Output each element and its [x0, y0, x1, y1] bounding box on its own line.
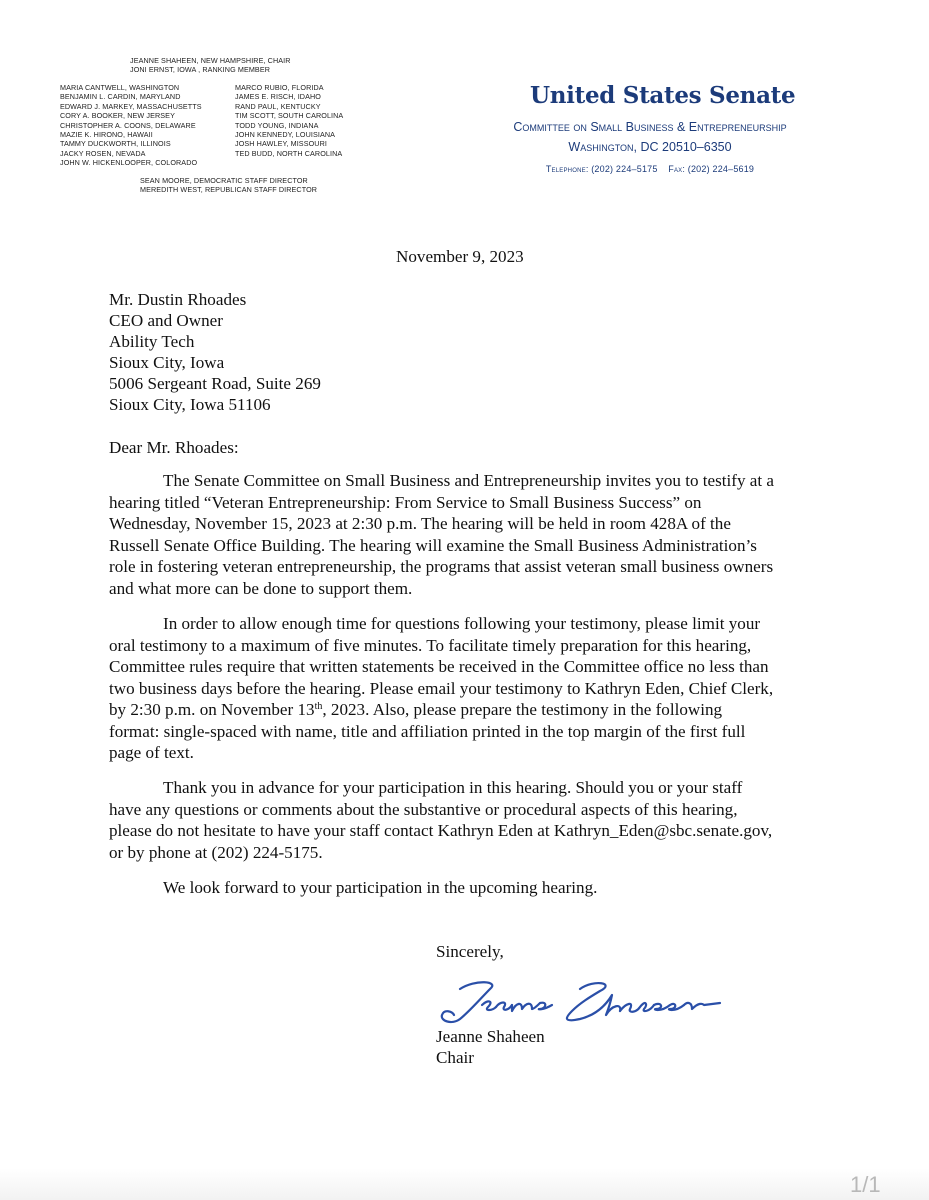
contact-numbers: [470, 164, 830, 174]
letter-date: November 9, 2023: [396, 247, 524, 266]
member-line: JACKY ROSEN, NEVADA: [60, 148, 146, 158]
member-line: TAMMY DUCKWORTH, ILLINOIS: [60, 139, 171, 149]
paragraph-line: Wednesday, November 15, 2023 at 2:30 p.m. The hearing will be held in room 428A of the: [109, 514, 731, 533]
paragraph-line: Committee rules require that written statements be received in the Committee office no less than: [109, 657, 769, 676]
member-line: JOHN KENNEDY, LOUISIANA: [235, 130, 336, 140]
member-line: EDWARD J. MARKEY, MASSACHUSETTS: [60, 101, 202, 111]
paragraph-line: two business days before the hearing. Please email your testimony to Kathryn Eden, Chief Clerk,: [109, 678, 774, 698]
committee-name: Committee on Small Business & Entrepreneurship: [513, 120, 787, 134]
paragraph-line: or by phone at (202) 224-5175.: [109, 842, 323, 862]
member-line: JOSH HAWLEY, MISSOURI: [235, 139, 327, 149]
paragraph-line: role in fostering veteran entrepreneurship, the programs that assist veteran small business owners: [109, 557, 774, 576]
paragraph-line-deadline: [109, 699, 829, 721]
member-line: BENJAMIN L. CARDIN, MARYLAND: [60, 92, 181, 102]
paragraph-line: hearing titled “Veteran Entrepreneurship: From Service to Small Business Success” on: [109, 492, 702, 512]
paragraph-line: have any questions or comments about the substantive or procedural aspects of this hearing,: [109, 799, 738, 819]
letterhead-roster: [60, 56, 390, 206]
recipient-line: CEO and Owner: [109, 311, 223, 330]
senate-title: United States Senate: [530, 82, 796, 109]
committee-address: Washington, DC 20510–6350: [568, 140, 732, 154]
telephone: Telephone: (202) 224–5175: [545, 164, 658, 174]
salutation: Dear Mr. Rhoades:: [109, 438, 239, 457]
paragraph-line: In order to allow enough time for questions following your testimony, please limit your: [163, 614, 761, 633]
paragraph-line: Thank you in advance for your participation in this hearing. Should you or your staff: [163, 778, 743, 797]
paragraph-line: oral testimony to a maximum of five minutes. To facilitate timely preparation for this hearing,: [109, 635, 752, 655]
members-right-column: [235, 83, 343, 158]
member-line: JAMES E. RISCH, IDAHO: [235, 92, 321, 102]
member-line: JOHN W. HICKENLOOPER, COLORADO: [60, 158, 198, 168]
recipient-line: 5006 Sergeant Road, Suite 269: [109, 374, 321, 393]
paragraph-line: The Senate Committee on Small Business and Entrepreneurship invites you to testify at a: [163, 471, 774, 490]
chair-line: JEANNE SHAHEEN, NEW HAMPSHIRE, CHAIR: [130, 56, 291, 65]
paragraph-line: please do not hesitate to have your staff contact Kathryn Eden at Kathryn_Eden@sbc.senate.gov,: [109, 821, 773, 840]
ranking-member-line: JONI ERNST, IOWA , RANKING MEMBER: [130, 65, 271, 75]
member-line: MAZIE K. HIRONO, HAWAII: [60, 130, 153, 140]
member-line: TED BUDD, NORTH CAROLINA: [235, 148, 343, 158]
staff-directors: [140, 176, 317, 195]
paragraph-line: and what more can be done to support them.: [109, 578, 413, 598]
paragraph-invitation: [109, 470, 829, 599]
page-bottom-shade: [0, 1168, 929, 1200]
recipient-line: Sioux City, Iowa 51106: [109, 395, 271, 414]
deadline-text: by 2:30 p.m. on November 13: [109, 700, 315, 719]
member-line: TIM SCOTT, SOUTH CAROLINA: [235, 111, 344, 121]
recipient-line: Ability Tech: [109, 332, 195, 351]
fax: Fax: (202) 224–5619: [668, 164, 755, 174]
signer-name: Jeanne Shaheen: [436, 1027, 545, 1046]
staff-line: SEAN MOORE, DEMOCRATIC STAFF DIRECTOR: [140, 176, 308, 185]
paragraph-contact: [109, 777, 829, 863]
ordinal-suffix: th: [314, 701, 323, 712]
member-line: CORY A. BOOKER, NEW JERSEY: [60, 111, 175, 121]
paragraph-line: Russell Senate Office Building. The hearing will examine the Small Business Administration’s: [109, 535, 757, 555]
closing-sentence: We look forward to your participation in the upcoming hearing.: [163, 878, 598, 897]
staff-line: MEREDITH WEST, REPUBLICAN STAFF DIRECTOR: [140, 185, 318, 195]
recipient-line: Mr. Dustin Rhoades: [109, 290, 247, 309]
paragraph-line: format: single-spaced with name, title and affiliation printed in the top margin of the first full: [109, 721, 746, 741]
member-line: CHRISTOPHER A. COONS, DELAWARE: [60, 120, 196, 130]
chair-lines: [130, 56, 291, 75]
members-left-column: [60, 83, 202, 168]
deadline-text-rest: , 2023. Also, please prepare the testimony in the following: [322, 700, 723, 719]
paragraph-line: page of text.: [109, 743, 194, 762]
member-line: TODD YOUNG, INDIANA: [235, 120, 319, 130]
paragraph-testimony-rules: [109, 613, 829, 764]
member-line: RAND PAUL, KENTUCKY: [235, 101, 321, 111]
member-line: MARCO RUBIO, FLORIDA: [235, 83, 324, 92]
page-indicator: 1/1: [850, 1172, 881, 1197]
member-line: MARIA CANTWELL, WASHINGTON: [60, 83, 180, 92]
signer-title: Chair: [436, 1048, 474, 1067]
valediction: Sincerely,: [436, 942, 504, 961]
recipient-line: Sioux City, Iowa: [109, 353, 225, 372]
